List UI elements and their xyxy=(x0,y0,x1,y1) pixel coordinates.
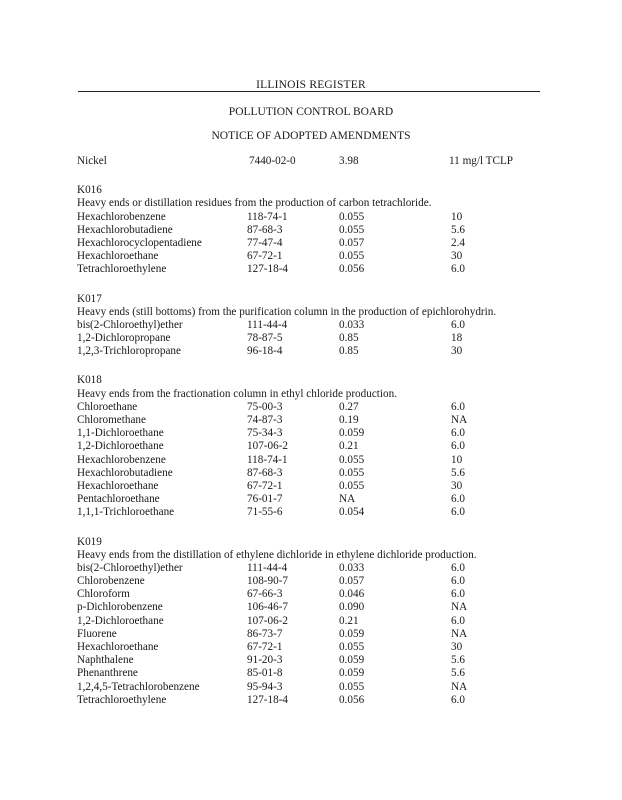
nonwastewater-value: 6.0 xyxy=(451,506,465,519)
constituent-name: Nickel xyxy=(77,155,107,167)
cas-number: 75-34-3 xyxy=(247,427,283,440)
constituent-name: Hexachlorobutadiene xyxy=(77,223,173,236)
constituent-name: Chloroethane xyxy=(77,400,138,413)
constituent-name: 1,2,4,5-Tetrachlorobenzene xyxy=(77,680,200,693)
waste-description: Heavy ends from the fractionation column in ethyl chloride production. xyxy=(77,387,397,400)
constituent-name: 1,1-Dichloroethane xyxy=(77,427,164,440)
nonwastewater-value: 18 xyxy=(451,332,463,345)
table-row xyxy=(77,319,547,332)
wastewater-value: 0.055 xyxy=(339,680,365,693)
constituent-name: Naphthalene xyxy=(77,654,134,667)
constituent-name: Phenanthrene xyxy=(77,667,138,680)
nonwastewater-value: 30 xyxy=(451,345,463,358)
cas-number: 76-01-7 xyxy=(247,493,283,506)
cas-number: 108-90-7 xyxy=(247,575,289,588)
wastewater-value: 0.033 xyxy=(339,561,365,574)
constituent-name: Hexachlorobenzene xyxy=(77,210,166,223)
nonwastewater-value: 11 mg/l TCLP xyxy=(449,155,514,167)
wastewater-value: 0.85 xyxy=(339,332,359,345)
constituent-name: Hexachloroethane xyxy=(77,641,159,653)
wastewater-value: 0.055 xyxy=(339,250,365,263)
nonwastewater-value: 6.0 xyxy=(451,614,465,627)
nonwastewater-value: 6.0 xyxy=(451,561,465,574)
register-title: ILLINOIS REGISTER xyxy=(256,79,366,91)
constituent-name: Tetrachloroethylene xyxy=(77,263,167,276)
nonwastewater-value: 5.6 xyxy=(451,466,465,479)
nonwastewater-value: 5.6 xyxy=(451,654,465,667)
waste-description: Heavy ends (still bottoms) from the purification column in the production of epichlorohydrin. xyxy=(77,305,497,318)
constituent-name: Hexachloroethane xyxy=(77,479,159,492)
waste-table xyxy=(77,155,547,707)
table-row xyxy=(77,654,547,667)
wastewater-value: 0.046 xyxy=(339,588,365,601)
constituent-name: bis(2-Chloroethyl)ether xyxy=(77,318,183,331)
constituent-name: Hexachloroethane xyxy=(77,250,159,263)
cas-number: 67-66-3 xyxy=(247,588,283,601)
nonwastewater-value: 6.0 xyxy=(451,588,465,601)
table-row xyxy=(77,588,547,601)
table-row xyxy=(77,467,547,480)
constituent-name: Fluorene xyxy=(77,627,117,640)
constituent-name: Hexachlorobutadiene xyxy=(77,466,173,479)
cas-number: 107-06-2 xyxy=(247,614,289,627)
table-row xyxy=(77,454,547,467)
constituent-name: Chlorobenzene xyxy=(77,575,145,588)
nonwastewater-value: NA xyxy=(451,627,468,640)
section-spacer xyxy=(77,277,547,293)
nonwastewater-value: 5.6 xyxy=(451,667,465,680)
wastewater-value: 0.056 xyxy=(339,263,365,276)
cas-number: 127-18-4 xyxy=(247,693,289,706)
cas-number: 118-74-1 xyxy=(247,453,288,466)
nonwastewater-value: NA xyxy=(451,680,468,693)
constituent-name: Hexachlorobenzene xyxy=(77,453,166,466)
wastewater-value: 0.059 xyxy=(339,427,365,440)
table-row xyxy=(77,250,547,263)
constituent-name: p-Dichlorobenzene xyxy=(77,601,163,614)
constituent-name: Tetrachloroethylene xyxy=(77,693,167,706)
waste-description: Heavy ends or distillation residues from the production of carbon tetrachloride. xyxy=(77,197,432,210)
constituent-name: bis(2-Chloroethyl)ether xyxy=(77,561,183,574)
cas-number: 67-72-1 xyxy=(247,250,283,263)
constituent-name: 1,2-Dichloropropane xyxy=(77,332,171,345)
table-row xyxy=(77,628,547,641)
section-spacer xyxy=(77,358,547,374)
constituent-name: Hexachlorocyclopentadiene xyxy=(77,236,202,249)
cas-number: 118-74-1 xyxy=(247,210,288,223)
cas-number: 75-00-3 xyxy=(247,400,283,413)
nonwastewater-value: 6.0 xyxy=(451,440,465,453)
cas-number: 77-47-4 xyxy=(247,236,283,249)
notice-title: NOTICE OF ADOPTED AMENDMENTS xyxy=(211,130,411,142)
wastewater-value: 0.055 xyxy=(339,210,365,223)
cas-number: 86-73-7 xyxy=(247,627,283,640)
constituent-name: Chloromethane xyxy=(77,414,146,426)
nonwastewater-value: 30 xyxy=(451,250,463,263)
nonwastewater-value: 6.0 xyxy=(451,318,465,331)
nonwastewater-value: 5.6 xyxy=(451,223,465,236)
nonwastewater-value: 6.0 xyxy=(451,493,465,506)
cas-number: 91-20-3 xyxy=(247,654,283,667)
cas-number: 7440-02-0 xyxy=(249,155,296,167)
table-row xyxy=(77,237,547,250)
wastewater-value: 0.057 xyxy=(339,575,365,588)
nonwastewater-value: 10 xyxy=(451,453,463,466)
nonwastewater-value: 30 xyxy=(451,479,463,492)
wastewater-value: 0.057 xyxy=(339,236,365,249)
nonwastewater-value: 6.0 xyxy=(451,427,465,440)
section-spacer xyxy=(77,520,547,536)
nonwastewater-value: 2.4 xyxy=(451,236,465,249)
cas-number: 127-18-4 xyxy=(247,263,289,276)
nonwastewater-value: 6.0 xyxy=(451,693,465,706)
wastewater-value: 0.059 xyxy=(339,627,365,640)
table-row xyxy=(77,480,547,493)
nonwastewater-value: NA xyxy=(451,601,468,614)
table-row xyxy=(77,401,547,414)
table-row xyxy=(77,263,547,276)
nonwastewater-value: 6.0 xyxy=(451,575,465,588)
section-spacer xyxy=(77,168,547,184)
table-row xyxy=(77,694,547,707)
cas-number: 71-55-6 xyxy=(247,506,283,519)
table-row xyxy=(77,427,547,440)
board-title: POLLUTION CONTROL BOARD xyxy=(228,106,394,118)
nonwastewater-value: NA xyxy=(451,414,468,426)
constituent-name: Pentachloroethane xyxy=(77,493,160,506)
cas-number: 67-72-1 xyxy=(247,641,283,653)
wastewater-value: 0.090 xyxy=(339,601,365,614)
wastewater-value: 3.98 xyxy=(339,155,359,167)
cas-number: 87-68-3 xyxy=(247,466,283,479)
wastewater-value: 0.21 xyxy=(339,614,359,627)
wastewater-value: 0.055 xyxy=(339,453,365,466)
cas-number: 78-87-5 xyxy=(247,332,283,345)
wastewater-value: 0.059 xyxy=(339,654,365,667)
waste-code: K018 xyxy=(77,374,102,387)
table-row xyxy=(77,440,547,453)
wastewater-value: 0.21 xyxy=(339,440,359,453)
table-row xyxy=(77,224,547,237)
nonwastewater-value: 30 xyxy=(451,641,463,653)
table-row xyxy=(77,506,547,519)
nonwastewater-value: 6.0 xyxy=(451,400,465,413)
wastewater-value: 0.19 xyxy=(339,414,359,426)
constituent-name: 1,2-Dichloroethane xyxy=(77,440,164,453)
waste-code: K016 xyxy=(77,184,102,197)
header-rule xyxy=(78,91,540,92)
wastewater-value: 0.054 xyxy=(339,506,365,519)
table-row xyxy=(77,667,547,680)
table-row xyxy=(77,562,547,575)
constituent-name: 1,1,1-Trichloroethane xyxy=(77,506,175,519)
table-row xyxy=(77,601,547,614)
waste-description: Heavy ends from the distillation of ethylene dichloride in ethylene dichloride production. xyxy=(77,548,477,561)
table-row xyxy=(77,345,547,358)
cas-number: 87-68-3 xyxy=(247,223,283,236)
table-row xyxy=(77,641,547,654)
table-row xyxy=(77,211,547,224)
wastewater-value: 0.055 xyxy=(339,223,365,236)
wastewater-value: NA xyxy=(339,493,356,506)
constituent-name: 1,2-Dichloroethane xyxy=(77,614,164,627)
cas-number: 107-06-2 xyxy=(247,440,289,453)
wastewater-value: 0.055 xyxy=(339,641,365,653)
cas-number: 111-44-4 xyxy=(247,561,288,574)
cas-number: 95-94-3 xyxy=(247,680,283,693)
table-row xyxy=(77,493,547,506)
cas-number: 96-18-4 xyxy=(247,345,283,358)
waste-code: K017 xyxy=(77,292,102,305)
table-row-nickel xyxy=(77,155,547,168)
wastewater-value: 0.059 xyxy=(339,667,365,680)
table-row xyxy=(77,615,547,628)
cas-number: 74-87-3 xyxy=(247,414,283,426)
table-row xyxy=(77,681,547,694)
cas-number: 85-01-8 xyxy=(247,667,283,680)
nonwastewater-value: 10 xyxy=(451,210,463,223)
wastewater-value: 0.85 xyxy=(339,345,359,358)
wastewater-value: 0.056 xyxy=(339,693,365,706)
constituent-name: 1,2,3-Trichloropropane xyxy=(77,345,181,358)
wastewater-value: 0.27 xyxy=(339,400,359,413)
table-row xyxy=(77,414,547,427)
wastewater-value: 0.033 xyxy=(339,318,365,331)
cas-number: 111-44-4 xyxy=(247,318,288,331)
constituent-name: Chloroform xyxy=(77,588,130,601)
cas-number: 106-46-7 xyxy=(247,601,289,614)
wastewater-value: 0.055 xyxy=(339,466,365,479)
waste-code: K019 xyxy=(77,535,102,548)
nonwastewater-value: 6.0 xyxy=(451,263,465,276)
table-row xyxy=(77,575,547,588)
table-row xyxy=(77,332,547,345)
wastewater-value: 0.055 xyxy=(339,479,365,492)
cas-number: 67-72-1 xyxy=(247,479,283,492)
